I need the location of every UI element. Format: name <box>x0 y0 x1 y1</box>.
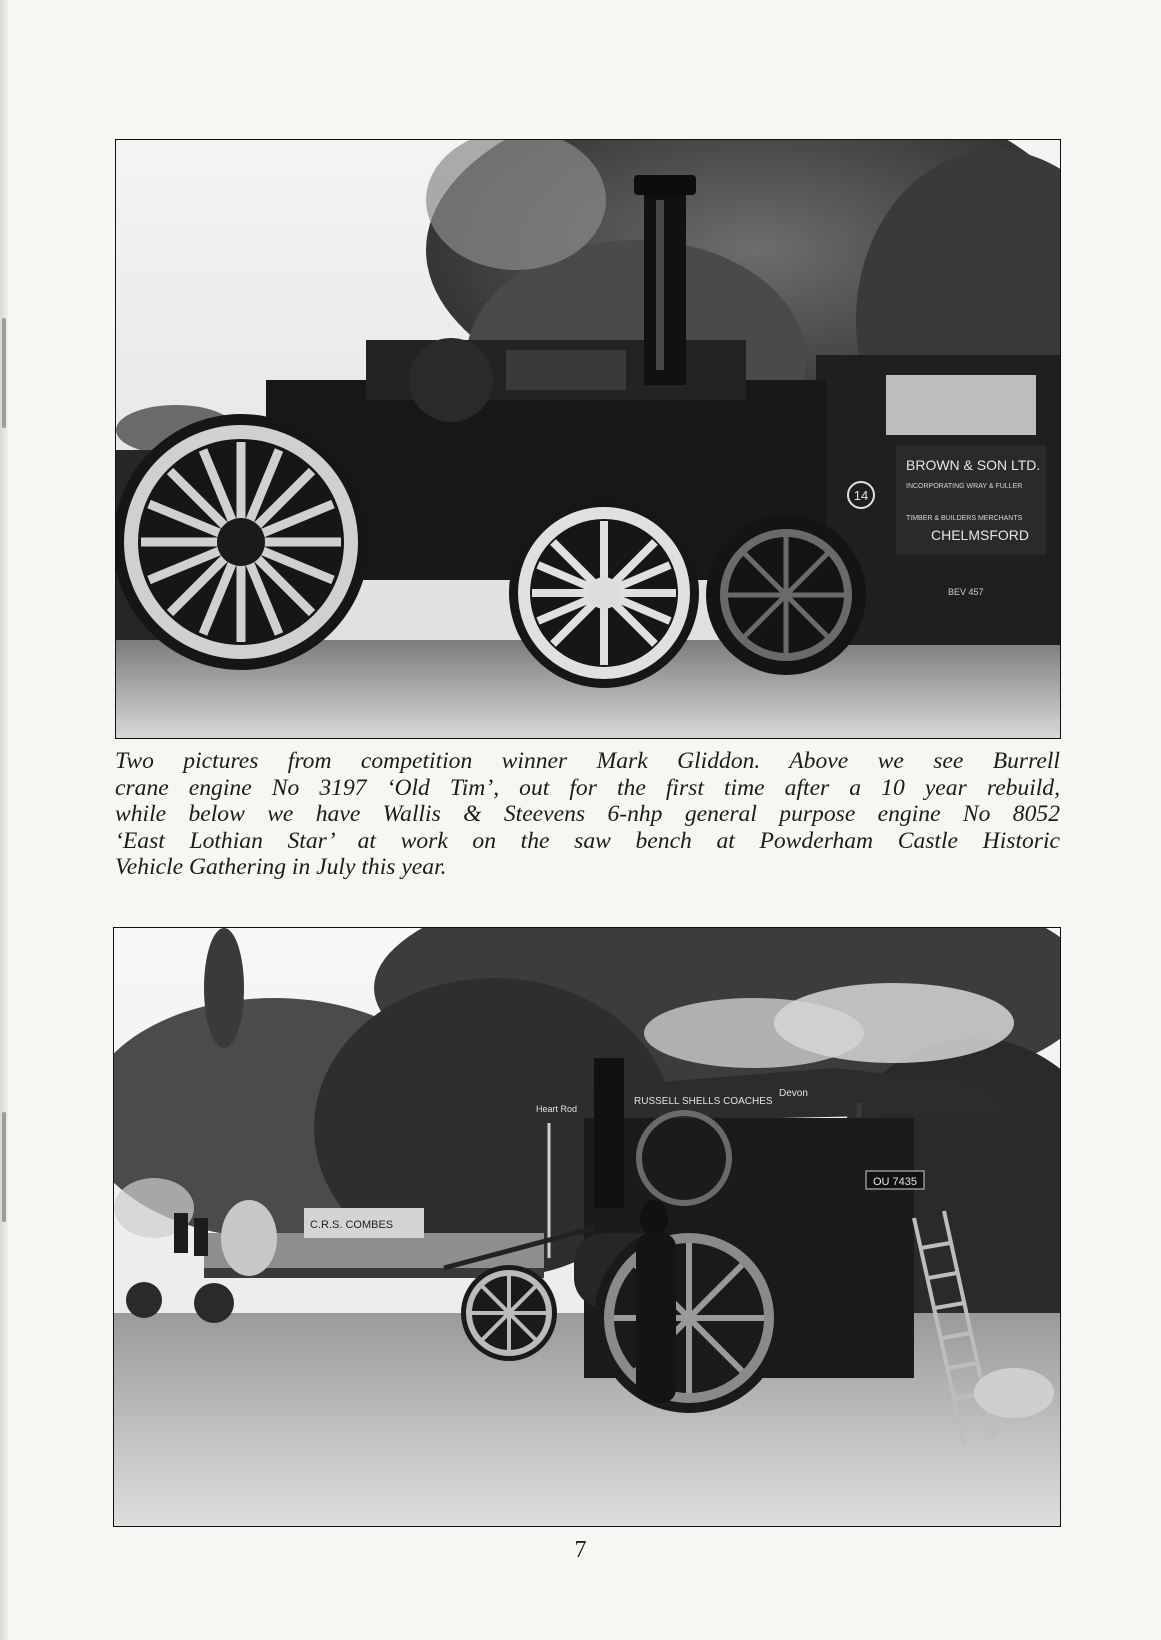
canopy-text-centre: RUSSELL SHELLS COACHES <box>634 1096 773 1107</box>
lorry-sign-line-1: BROWN & SON LTD. <box>906 457 1041 473</box>
caption-line: ‘East Lothian Star’ at work on the saw bench at Powderham Castle Historic <box>115 827 1060 854</box>
top-photo-illustration <box>116 140 1060 738</box>
staple-mark <box>2 1112 6 1222</box>
bottom-photo-illustration <box>114 928 1060 1526</box>
rear-wheel <box>116 414 369 670</box>
top-photo-traction-engine <box>115 139 1061 739</box>
caption-line: while below we have Wallis & Steevens 6-nhp general purpose engine No 8052 <box>115 801 1060 827</box>
caption-line: Vehicle Gathering in July this year. <box>115 854 447 880</box>
lorry-sign-line-2: INCORPORATING WRAY & FULLER <box>906 483 1023 490</box>
lorry-sign-line-3: TIMBER & BUILDERS MERCHANTS <box>906 515 1023 522</box>
page-edge <box>0 0 8 1640</box>
engine-number-plate: OU 7435 <box>872 1176 918 1188</box>
engine-rear-wheel <box>594 1223 784 1413</box>
front-wheel <box>509 498 699 688</box>
canopy-text-left: Heart Rod <box>536 1104 578 1114</box>
lorry-wheel <box>706 515 866 675</box>
lorry-sign-line-4: CHELMSFORD <box>931 527 1030 543</box>
caption-line: crane engine No 3197 ‘Old Tim’, out for the first time after a 10 year rebuild, <box>115 774 1060 801</box>
roundel-number: 14 <box>853 488 869 503</box>
page-number: 7 <box>574 1537 587 1563</box>
trailer-wheel <box>461 1265 557 1361</box>
trailer-sign: C.R.S. COMBES <box>310 1219 394 1231</box>
photo-caption <box>115 748 1060 881</box>
canopy-text-right: Devon <box>779 1088 808 1099</box>
lorry-plate: BEV 457 <box>948 587 984 597</box>
caption-line: Two pictures from competition winner Mark Gliddon. Above we see Burrell <box>115 748 1060 774</box>
bottom-photo-saw-bench <box>113 927 1061 1527</box>
staple-mark <box>2 318 6 428</box>
